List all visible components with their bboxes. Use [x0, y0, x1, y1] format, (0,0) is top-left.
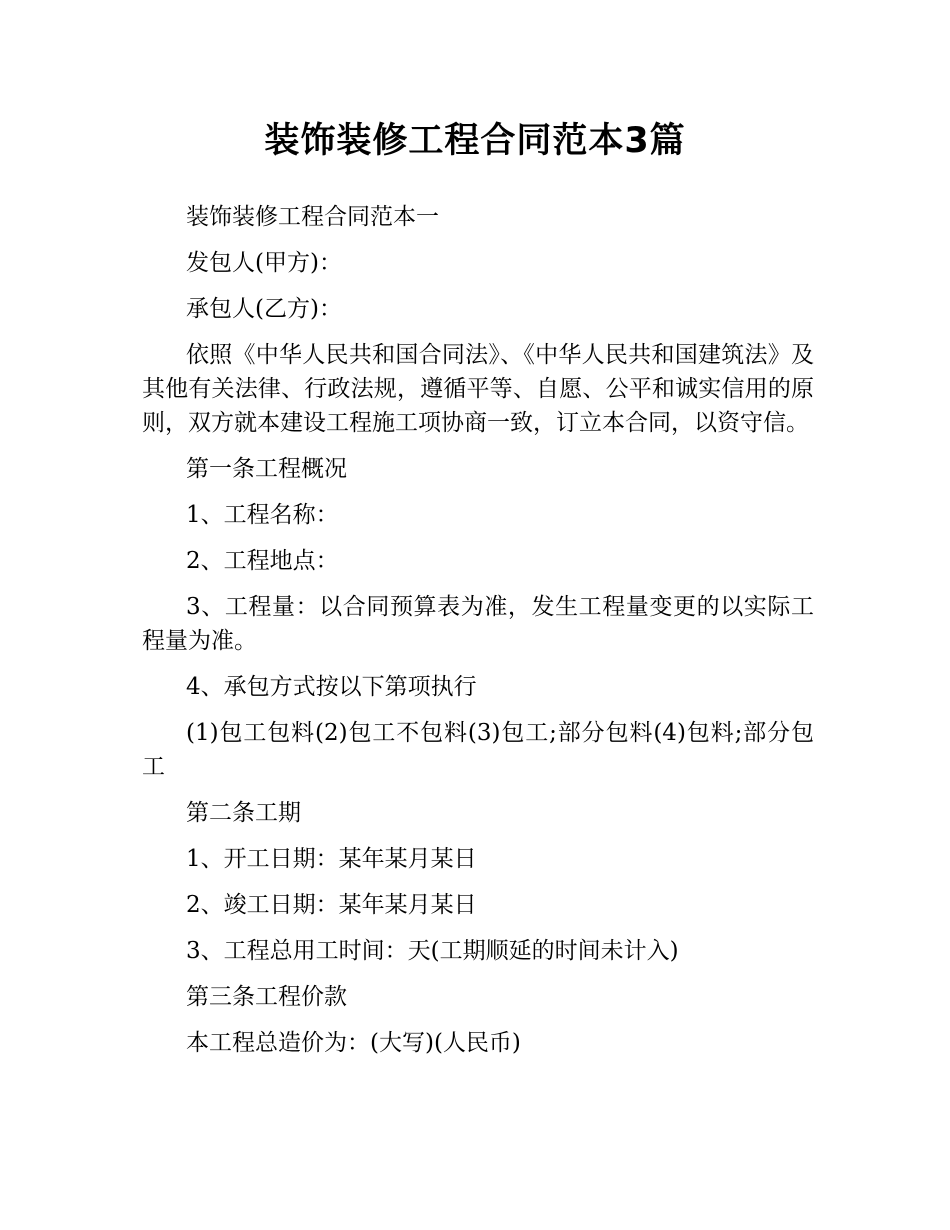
clause-item: (1)包工包料(2)包工不包料(3)包工;部分包料(4)包料;部分包工 — [142, 720, 814, 780]
party-b-line: 承包人(乙方)： — [186, 296, 342, 322]
article-heading: 第二条工期 — [186, 800, 301, 826]
preamble-paragraph: 依照《中华人民共和国合同法》、《中华人民共和国建筑法》及其他有关法律、行政法规，遵循平等、自愿、公平和诚实信用的原则，双方就本建设工程施工项协商一致，订立本合同，以资守信。 — [142, 342, 814, 436]
section-heading: 装饰装修工程合同范本一 — [186, 204, 439, 230]
clause-item: 2、竣工日期：某年某月某日 — [186, 892, 477, 918]
document-title: 装饰装修工程合同范本3篇 — [264, 121, 686, 161]
clause-item: 1、开工日期：某年某月某日 — [186, 846, 477, 872]
clause-item: 本工程总造价为：(大写)(人民币) — [186, 1030, 521, 1056]
document-body — [142, 200, 814, 1072]
clause-item: 4、承包方式按以下第项执行 — [186, 674, 477, 700]
article-heading: 第一条工程概况 — [186, 456, 347, 482]
article-heading: 第三条工程价款 — [186, 984, 347, 1010]
clause-item: 3、工程总用工时间：天(工期顺延的时间未计入) — [186, 938, 679, 964]
clause-item: 1、工程名称： — [186, 502, 339, 528]
clause-item: 3、工程量：以合同预算表为准，发生工程量变更的以实际工程量为准。 — [142, 594, 814, 654]
clause-item: 2、工程地点： — [186, 548, 339, 574]
party-a-line: 发包人(甲方)： — [186, 250, 342, 276]
